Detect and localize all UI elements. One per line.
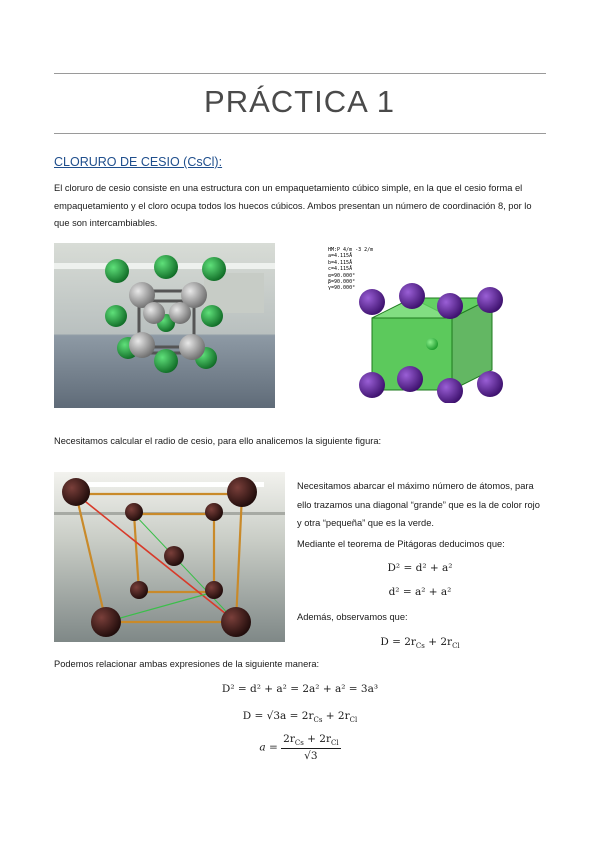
section-heading: CLORURO DE CESIO (CsCl): xyxy=(54,155,223,169)
cell-parameters-text: HM:P 4/m -3 2/m a=4.115Å b=4.115Å c=4.115Å α=90.000° β=90.000° γ=90.000° xyxy=(328,247,374,292)
page-title: PRÁCTICA 1 xyxy=(204,84,395,119)
title-underline-rule xyxy=(54,133,546,134)
cscl-model-photo xyxy=(54,243,275,408)
pythagoras-paragraph: Mediante el teorema de Pitágoras deducimos que: xyxy=(297,539,505,549)
top-rule xyxy=(54,73,546,74)
radius-intro-paragraph: Necesitamos calcular el radio de cesio, para ello analicemos la siguiente figura: xyxy=(54,436,382,446)
diagonals-paragraph: Necesitamos abarcar el máximo número de átomos, para ello trazamos una diagonal “grande” que es la de color rojo y otra “pequeña” que es la verde. xyxy=(297,481,540,528)
equation-4: D² = d² + a² = 2a² + a² = 3a³ xyxy=(221,683,379,695)
equation-5: $D = √3a = 2r_{Cs} + 2r_{Cl}$ xyxy=(242,710,358,725)
diagonals-model-photo xyxy=(54,472,285,642)
equation-6: a = $\frac{2r_{Cs} + 2r_{Cl}}{√3}$ xyxy=(259,733,339,763)
cscl-unit-cell-diagram xyxy=(350,278,510,403)
equation-2: d² = a² + a² xyxy=(388,586,452,598)
intro-paragraph: El cloruro de cesio consiste en una estructura con un empaquetamiento cúbico simple, en la que el cesio forma el empaquetamiento y el cloro ocupa todos los huecos cúbicos. Ambos presentan un número de coordinación 8, por lo que son intercambiables. xyxy=(54,183,532,228)
relate-paragraph: Podemos relacionar ambas expresiones de la siguiente manera: xyxy=(54,659,320,669)
observation-paragraph: Además, observamos que: xyxy=(297,612,408,622)
equation-1: D² = d² + a² xyxy=(387,562,453,574)
equation-3: $D = 2r_{Cs} + 2r_{Cl}$ xyxy=(380,636,460,651)
